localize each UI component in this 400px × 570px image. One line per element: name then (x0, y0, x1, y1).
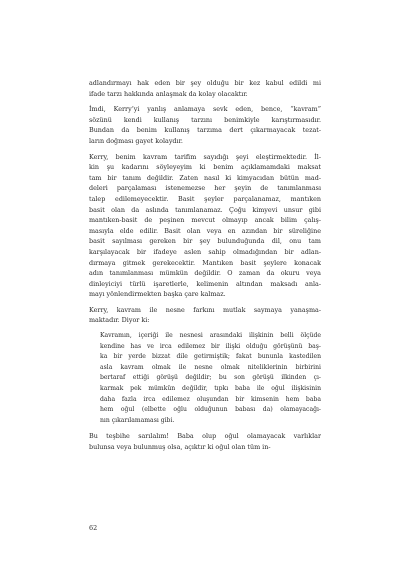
text-line: maktadır. Diyor ki: (89, 316, 150, 325)
text-line: karşılayacak bir ifadeye aslen sahip olmadığından bir adlan- (89, 247, 321, 256)
text-line: nın çıkarılamaması gibi. (100, 416, 175, 424)
text-line: Bundan da benim kullanış tarzıma dert çıkarmayacak tezat- (89, 126, 321, 135)
text-line: Bu teşbihe sarılalım! Baba olup oğul olamayacak varlıklar (89, 432, 321, 441)
text-line: bertaraf ettiği görüşü değildir; bu son görüşü ilkinden çı- (100, 374, 321, 382)
text-line: dırmaya gitmek gerekecektir. Mantıken basit şeylere konacak (89, 258, 321, 267)
text-line: hem oğul (elbette oğlu olduğunun babası da) olamayacağı- (100, 406, 321, 414)
paragraph (89, 78, 321, 99)
text-line: mantıken-basit de peşinen mevcut olmayıp ancak bilim çalış- (89, 216, 321, 225)
text-line: adlandırmayı hak eden bir şey olduğu bir kez kabul edildi mi (89, 79, 321, 87)
text-line: masıyla elde edilir. Basit olan veya en azından bir süreliğine (89, 226, 321, 235)
paragraph (89, 152, 321, 300)
paragraph (89, 431, 321, 452)
text-line: kin şu kadarını söyleyeyim ki benim açıklamamdaki maksat (89, 163, 321, 172)
text-line: ların doğması gayet kolaydır. (89, 136, 183, 145)
text-line: basit sayılması gereken bir şey bulunduğunda dil, onu tam (89, 237, 321, 246)
text-line: talep edilemeyecektir. Basit şeyler parçalanamaz, mantıken (89, 194, 321, 203)
text-line: adın tanımlanması mümkün değildir. O zaman da okuru veya (89, 269, 321, 278)
text-line: Kerry, benim kavram tarifim sayıdığı şeyi eleştirmektedir. İl- (89, 152, 321, 161)
text-line: Kerry, kavram ile nesne farkını mutlak saymaya yanaşma- (89, 305, 321, 314)
text-line: ifade tarzı hakkında anlaşmak da kolay olacaktır. (89, 89, 248, 98)
text-line: ka bir yerde bizzat dile getirmiştik; fakat bununla kastedilen (100, 353, 321, 361)
text-line: bulunsa veya bulunmuş olsa, açıktır ki oğul olan tüm in- (89, 443, 271, 451)
text-line: İmdi, Kerry’yi yanlış anlamaya sevk eden, bence, “kavram” (89, 105, 321, 114)
text-line: tam bir tanım değildir. Zaten nasıl ki kimyacıdan bütün mad- (89, 173, 321, 182)
text-line: mayı yönlendirmekten başka çare kalmaz. (89, 290, 226, 299)
text-line: daha fazla irca edilemez oluşundan bir kimsenin hem baba (100, 395, 321, 403)
text-line: kendine has ve irca edilemez bir ilişki olduğu görüşünü baş- (100, 342, 321, 350)
text-line: deleri parçalaması istenemezse her şeyin de tanımlanması (89, 184, 321, 193)
text-line: Kavramın, içeriği ile nesnesi arasındaki ilişkinin belli ölçüde (100, 332, 321, 340)
paragraph (89, 305, 321, 326)
page-body-text (89, 78, 321, 453)
text-line: karmak pek mümkün değildir, tıpkı baba ile oğul ilişkisinin (100, 385, 321, 393)
text-line: basit olan da aslında tanımlanamaz. Çoğu kimyevi unsur gibi (89, 205, 321, 214)
text-line: dinleyiciyi türlü işaretlerle, kelimenin altından maksadı anla- (89, 279, 321, 288)
text-line: asla kavram olmak ile nesne olmak niteliklerinin birbirini (100, 363, 321, 371)
block-quote (89, 331, 321, 426)
text-line: sözünü kendi kullanış tarzını benimkiyle karıştırmasıdır. (89, 115, 321, 124)
page-number: 62 (89, 524, 98, 532)
paragraph (89, 104, 321, 146)
